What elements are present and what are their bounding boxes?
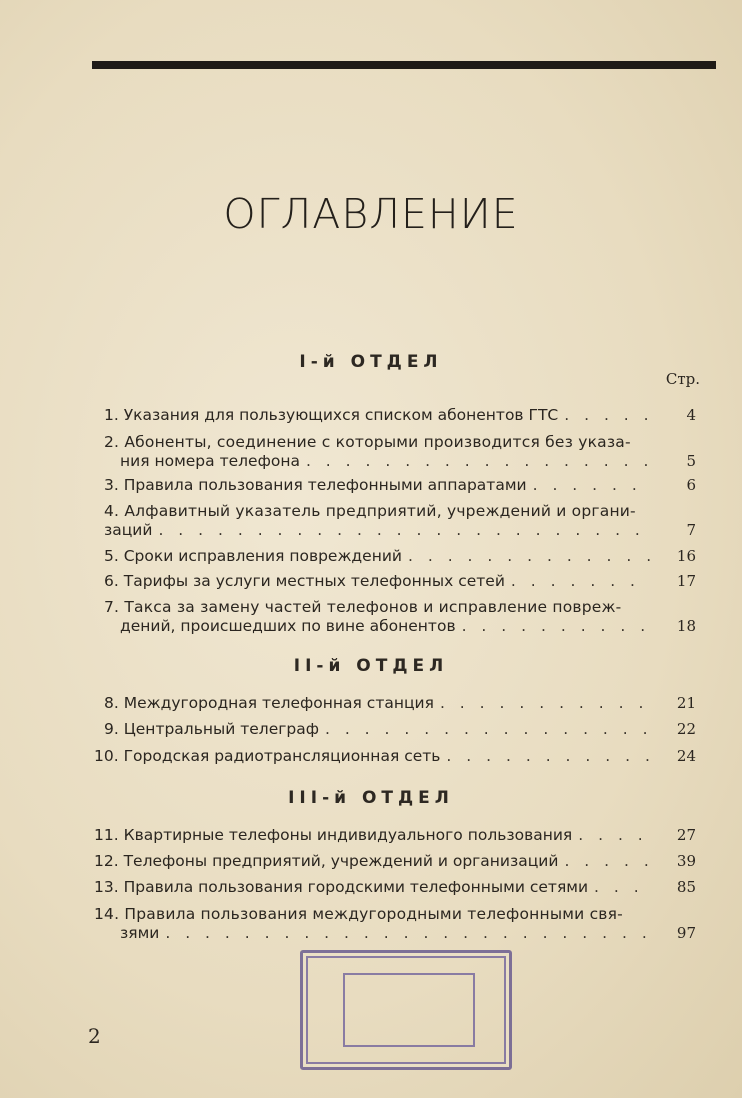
entry-number: 6. <box>104 572 119 590</box>
toc-entry-9[interactable] <box>104 720 696 739</box>
toc-entry-8[interactable] <box>104 694 696 713</box>
toc-entry-13[interactable] <box>94 878 696 897</box>
entry-page: 85 <box>676 878 696 896</box>
entry-page: 5 <box>686 452 696 470</box>
toc-entry-11[interactable] <box>94 826 696 845</box>
entry-number: 4. <box>104 502 120 520</box>
leader-dots <box>158 521 650 540</box>
entry-page: 16 <box>676 547 696 565</box>
toc-entry-6[interactable] <box>104 572 696 591</box>
toc-entry-5[interactable] <box>104 547 696 566</box>
section-heading-1: I-й ОТДЕЛ <box>299 352 443 372</box>
leader-dots <box>578 826 650 845</box>
page-number: 2 <box>88 1024 101 1048</box>
entry-title: Центральный телеграф <box>123 720 319 738</box>
entry-page: 21 <box>676 694 696 712</box>
entry-title-cont: зями <box>120 924 160 942</box>
leader-dots <box>408 547 650 566</box>
library-stamp <box>300 950 512 1070</box>
entry-title: Правила пользования телефонными аппаратами <box>123 476 527 494</box>
leader-dots <box>325 720 650 739</box>
entry-number: 5. <box>104 547 119 565</box>
entry-page: 24 <box>676 747 696 765</box>
entry-page: 6 <box>686 476 696 494</box>
leader-dots <box>564 406 650 425</box>
entry-title: Квартирные телефоны индивидуального пользования <box>123 826 573 844</box>
leader-dots <box>440 694 650 713</box>
toc-entry-1[interactable] <box>104 406 696 425</box>
entry-page: 4 <box>686 406 696 424</box>
entry-title: Сроки исправления повреждений <box>123 547 402 565</box>
leader-dots <box>306 452 650 471</box>
entry-number: 2. <box>104 433 120 451</box>
entry-title-cont: ния номера телефона <box>120 452 300 470</box>
entry-number: 14. <box>94 905 120 923</box>
entry-number: 1. <box>104 406 119 424</box>
entry-number: 9. <box>104 720 119 738</box>
leader-dots <box>165 924 650 943</box>
entry-title: Такса за замену частей телефонов и исправление повреж- <box>124 598 622 616</box>
page-title: ОГЛАВЛЕНИЕ <box>223 190 519 238</box>
entry-page: 97 <box>676 924 696 942</box>
entry-page: 22 <box>676 720 696 738</box>
leader-dots <box>446 747 650 766</box>
entry-title-cont: заций <box>104 521 153 539</box>
entry-page: 17 <box>676 572 696 590</box>
section-heading-3: III-й ОТДЕЛ <box>288 788 454 808</box>
entry-title: Междугородная телефонная станция <box>123 694 434 712</box>
entry-title: Указания для пользующихся списком абонентов ГТС <box>123 406 559 424</box>
entry-number: 12. <box>94 852 119 870</box>
stamp-inner-frame <box>343 973 475 1047</box>
entry-page: 39 <box>676 852 696 870</box>
toc-entry-10[interactable] <box>94 747 696 766</box>
page-column-label: Стр. <box>665 370 700 388</box>
entry-number: 11. <box>94 826 119 844</box>
leader-dots <box>564 852 650 871</box>
entry-page: 7 <box>686 521 696 539</box>
entry-number: 10. <box>94 747 119 765</box>
toc-entry-2[interactable] <box>104 433 696 471</box>
entry-page: 18 <box>676 617 696 635</box>
entry-title: Городская радиотрансляционная сеть <box>123 747 441 765</box>
entry-number: 7. <box>104 598 120 616</box>
section-heading-2: II-й ОТДЕЛ <box>293 656 449 676</box>
entry-title: Абоненты, соединение с которыми производится без указа- <box>124 433 631 451</box>
entry-number: 3. <box>104 476 119 494</box>
entry-title: Телефоны предприятий, учреждений и организаций <box>123 852 559 870</box>
toc-entry-3[interactable] <box>104 476 696 495</box>
leader-dots <box>462 617 650 636</box>
entry-page: 27 <box>676 826 696 844</box>
toc-entry-7[interactable] <box>104 598 696 636</box>
entry-title: Тарифы за услуги местных телефонных сетей <box>123 572 505 590</box>
entry-number: 8. <box>104 694 119 712</box>
entry-number: 13. <box>94 878 119 896</box>
toc-entry-12[interactable] <box>94 852 696 871</box>
leader-dots <box>511 572 650 591</box>
entry-title: Алфавитный указатель предприятий, учреждений и органи- <box>124 502 636 520</box>
entry-title: Правила пользования междугородными телефонными свя- <box>124 905 623 923</box>
toc-entry-4[interactable] <box>104 502 696 540</box>
leader-dots <box>533 476 650 495</box>
entry-title-cont: дений, происшедших по вине абонентов <box>120 617 456 635</box>
top-rule <box>92 61 716 69</box>
entry-title: Правила пользования городскими телефонными сетями <box>123 878 589 896</box>
toc-entry-14[interactable] <box>94 905 696 943</box>
leader-dots <box>594 878 650 897</box>
